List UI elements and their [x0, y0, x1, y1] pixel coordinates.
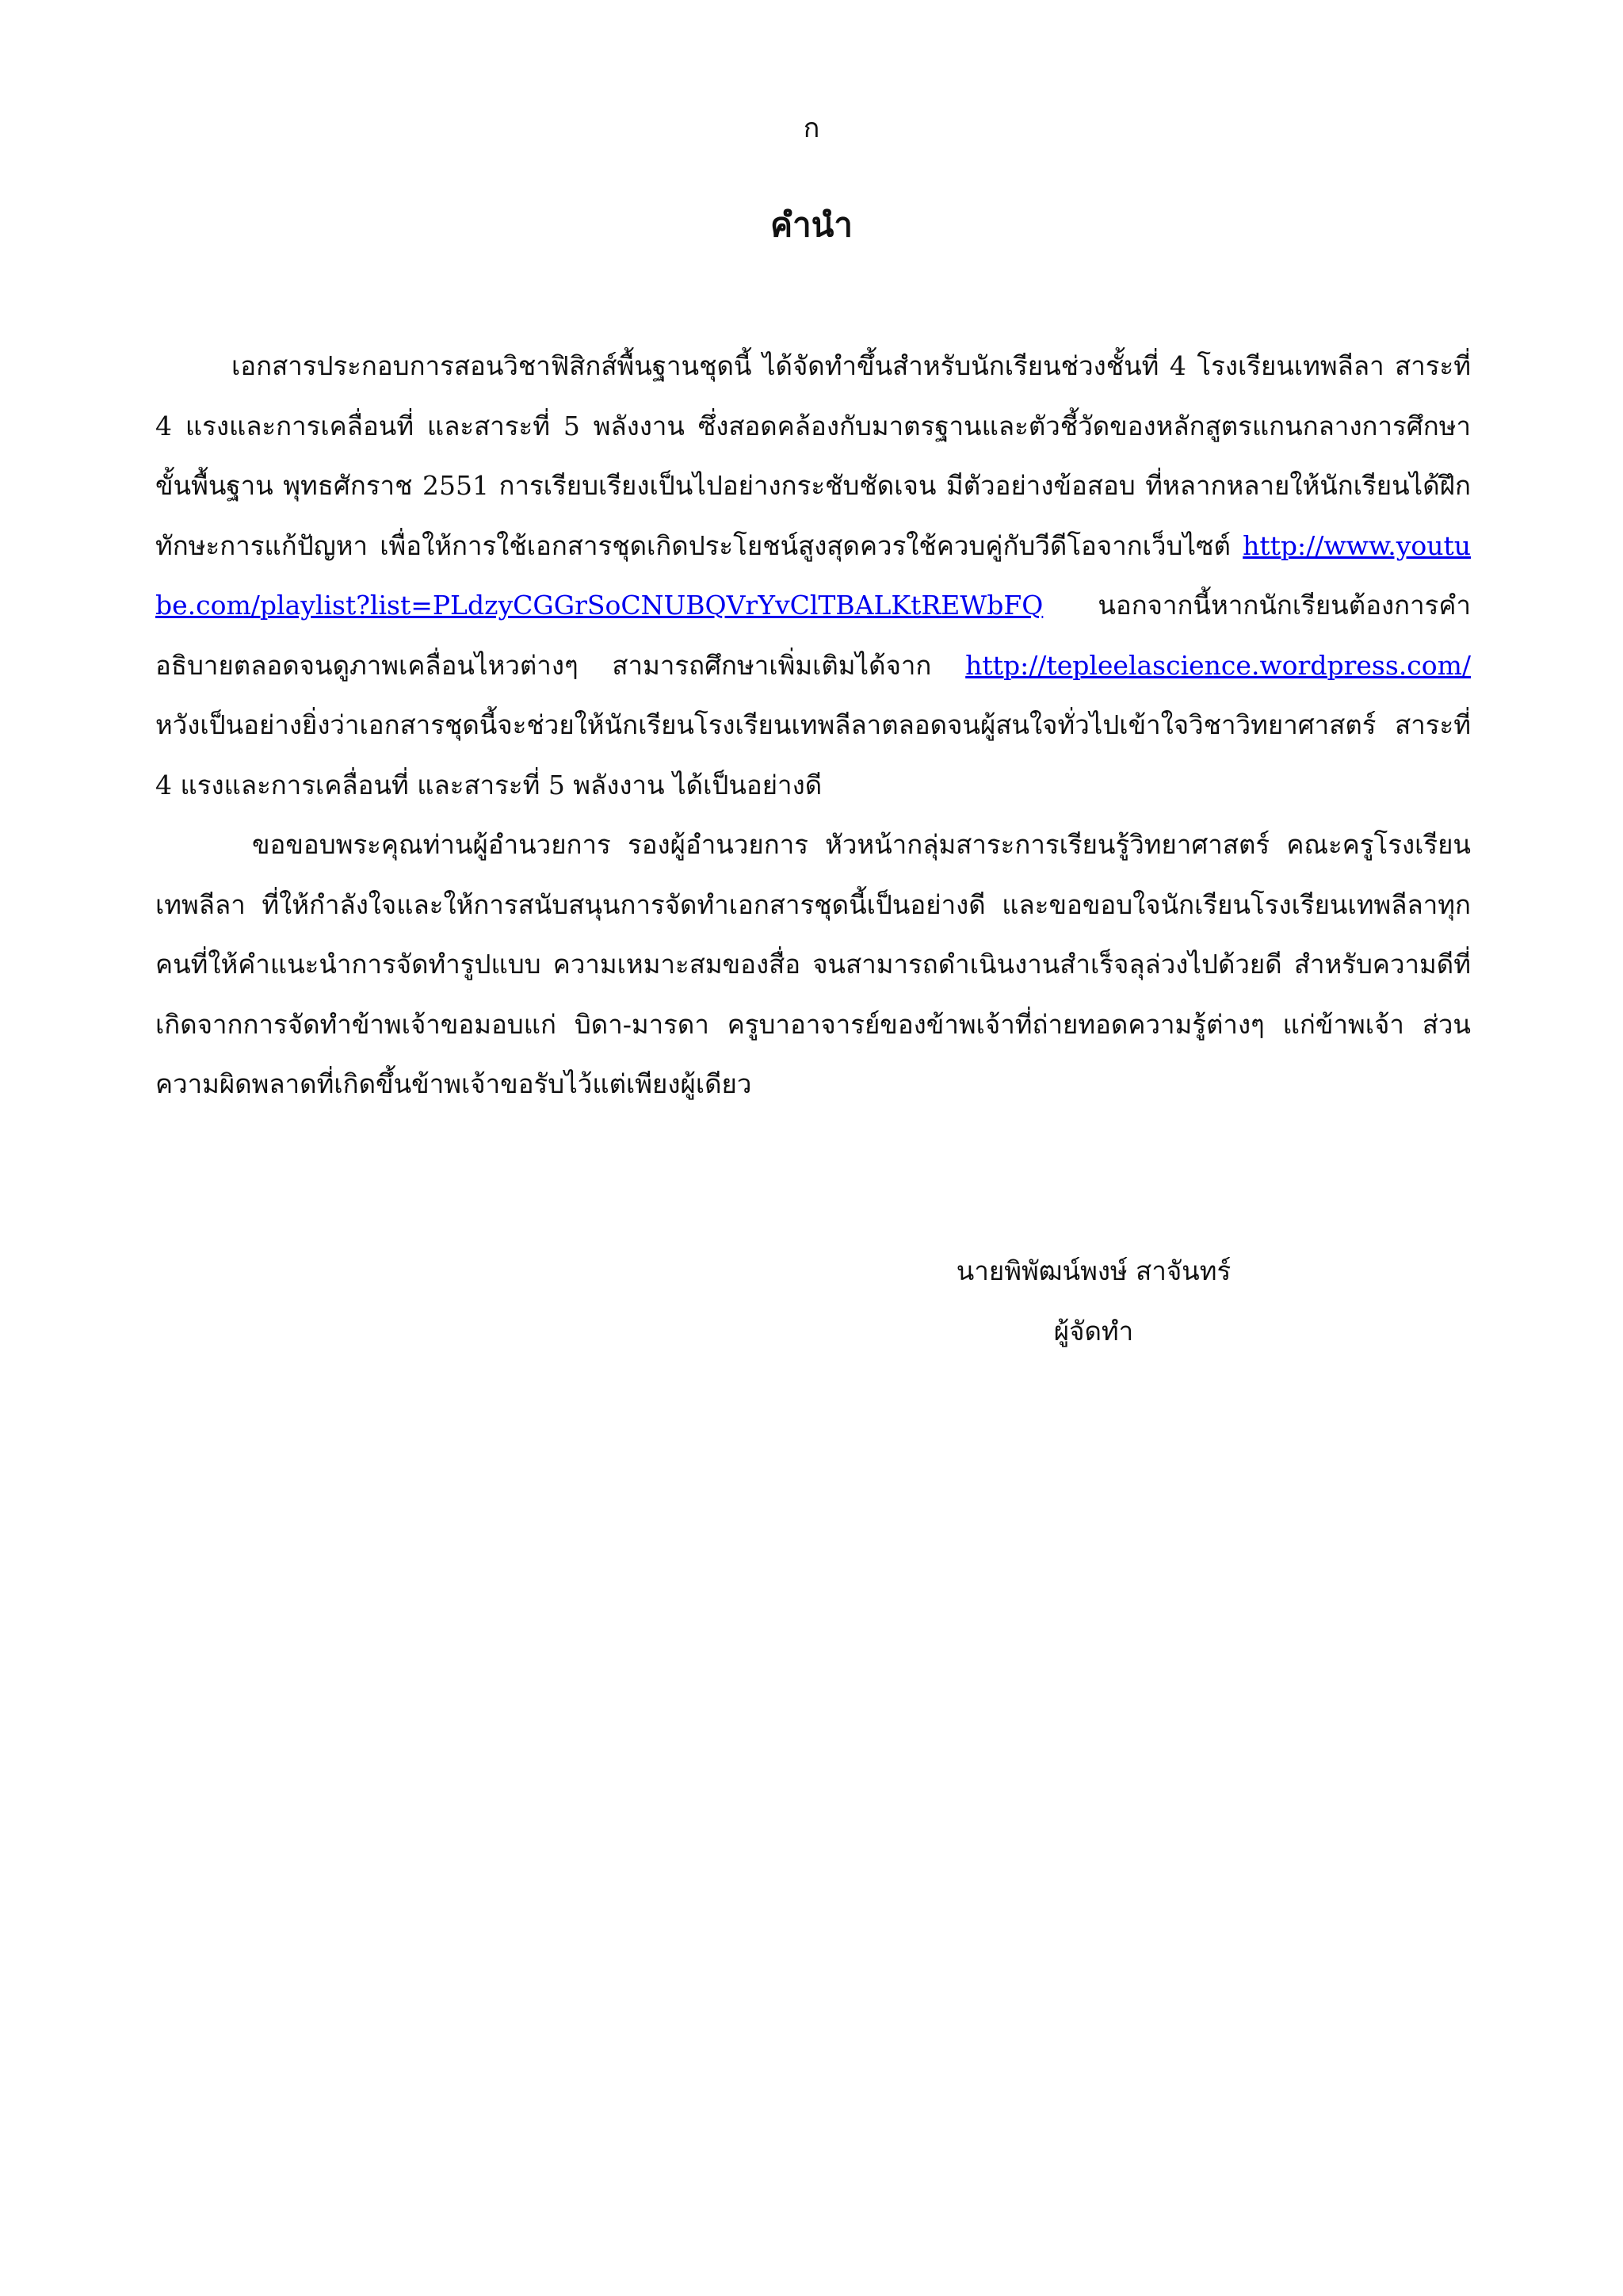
paragraph-intro-text-a: เอกสารประกอบการสอนวิชาฟิสิกส์พื้นฐานชุดนี้ ได้จัดทำขึ้นสำหรับนักเรียนช่วงชั้นที่ 4 โรงเรียนเทพลีลา สาระที่ 4 แรงและการเคลื่อนที่ และสาระที่ 5 พลังงาน ซึ่งสอดคล้องกับมาตรฐานและตัวชี้วัดของหลักสูตรแกนกลางการศึกษาขั้นพื้นฐาน พุทธศักราช 2551 การเรียบเรียงเป็นไปอย่างกระชับชัดเจน มีตัวอย่างข้อสอบ ที่หลากหลายให้นักเรียนได้ฝึกทักษะการแก้ปัญหา เพื่อให้การใช้เอกสารชุดเกิดประโยชน์สูงสุดควรใช้ควบคู่กับวีดีโอจากเว็บไซต์ — [155, 350, 1471, 561]
paragraph-intro-text-c: หวังเป็นอย่างยิ่งว่าเอกสารชุดนี้จะช่วยให้นักเรียนโรงเรียนเทพลีลาตลอดจนผู้สนใจทั่วไปเข้าใจวิชาวิทยาศาสตร์ สาระที่ 4 แรงและการเคลื่อนที่ และสาระที่ 5 พลังงาน ได้เป็นอย่างดี — [155, 709, 1471, 800]
page-title: คำนำ — [770, 205, 853, 244]
wordpress-site-link[interactable]: http://tepleelascience.wordpress.com/ — [965, 649, 1471, 681]
signature-block — [935, 1241, 1252, 1362]
youtube-playlist-link[interactable]: http://www.youtube.com/playlist?list=PLdzyCGGrSoCNUBQVrYvClTBALKtREWbFQ — [155, 529, 1471, 621]
page-number: ก — [803, 113, 820, 144]
author-name: นายพิพัฒน์พงษ์ สาจันทร์ — [956, 1255, 1232, 1286]
paragraph-intro — [155, 336, 1471, 815]
author-role: ผู้จัดทำ — [1053, 1316, 1134, 1347]
paragraph-intro-text-b: นอกจากนี้หากนักเรียนต้องการคำอธิบายตลอดจนดูภาพเคลื่อนไหวต่างๆ สามารถศึกษาเพิ่มเติมได้จาก — [155, 590, 1471, 681]
document-body — [155, 336, 1471, 1114]
paragraph-acknowledgement: ขอขอบพระคุณท่านผู้อำนวยการ รองผู้อำนวยการ หัวหน้ากลุ่มสาระการเรียนรู้วิทยาศาสตร์ คณะครูโรงเรียนเทพลีลา ที่ให้กำลังใจและให้การสนับสนุนการจัดทำเอกสารชุดนี้เป็นอย่างดี และขอขอบใจนักเรียนโรงเรียนเทพลีลาทุกคนที่ให้คำแนะนำการจัดทำรูปแบบ ความเหมาะสมของสื่อ จนสามารถดำเนินงานสำเร็จลุล่วงไปด้วยดี สำหรับความดีที่เกิดจากการจัดทำข้าพเจ้าขอมอบแก่ บิดา-มารดา ครูบาอาจารย์ของข้าพเจ้าที่ถ่ายทอดความรู้ต่างๆ แก่ข้าพเจ้า ส่วนความผิดพลาดที่เกิดขึ้นข้าพเจ้าขอรับไว้แต่เพียงผู้เดียว — [155, 829, 1471, 1099]
